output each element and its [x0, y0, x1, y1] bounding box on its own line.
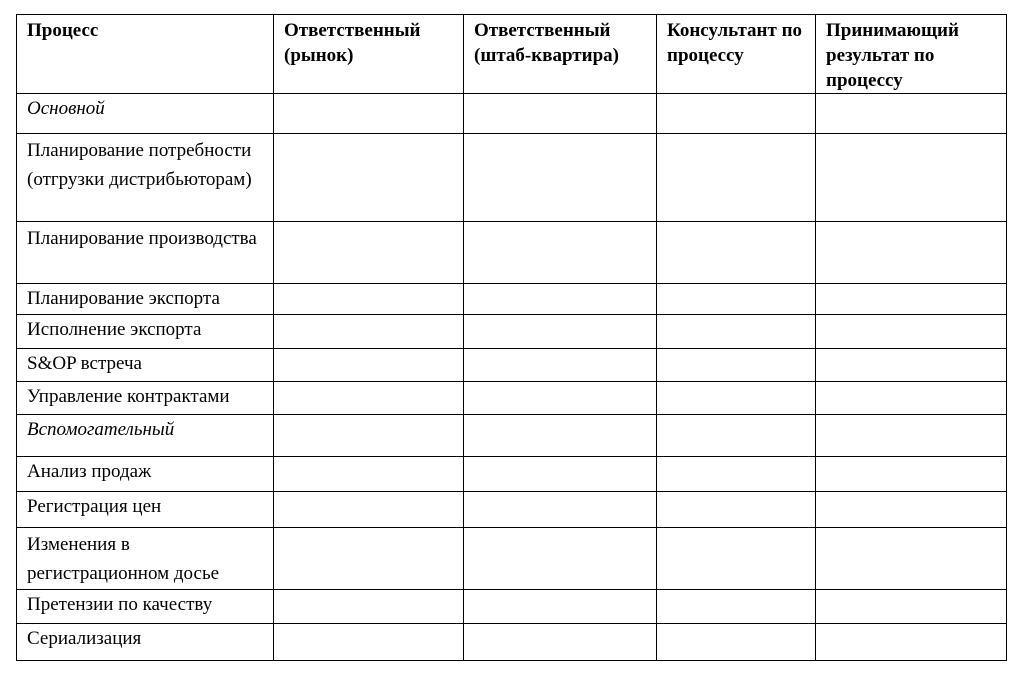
- process-name: Управление контрактами: [17, 382, 274, 415]
- empty-cell: [274, 415, 464, 457]
- process-name: Претензии по качеству: [17, 590, 274, 624]
- empty-cell: [657, 415, 816, 457]
- empty-cell: [464, 590, 657, 624]
- table-row: [17, 492, 1007, 528]
- process-name: Изменения в регистрационном досье: [17, 528, 274, 590]
- table-row: [17, 624, 1007, 661]
- section-label: Основной: [17, 94, 274, 134]
- empty-cell: [657, 284, 816, 315]
- process-name: Планирование производства: [17, 222, 274, 284]
- empty-cell: [816, 94, 1007, 134]
- table-row: [17, 134, 1007, 222]
- table-row: [17, 94, 1007, 134]
- table-row: [17, 284, 1007, 315]
- empty-cell: [657, 315, 816, 349]
- empty-cell: [274, 315, 464, 349]
- empty-cell: [464, 624, 657, 661]
- header-consultant: Консультант по процессу: [657, 15, 816, 94]
- empty-cell: [816, 284, 1007, 315]
- empty-cell: [816, 349, 1007, 382]
- empty-cell: [816, 134, 1007, 222]
- process-name: Анализ продаж: [17, 457, 274, 492]
- raci-table: [16, 14, 1007, 661]
- table-row: [17, 590, 1007, 624]
- empty-cell: [816, 457, 1007, 492]
- header-responsible-market: Ответственный (рынок): [274, 15, 464, 94]
- process-name: Сериализация: [17, 624, 274, 661]
- empty-cell: [464, 284, 657, 315]
- empty-cell: [464, 315, 657, 349]
- empty-cell: [816, 315, 1007, 349]
- empty-cell: [657, 222, 816, 284]
- empty-cell: [816, 590, 1007, 624]
- empty-cell: [274, 528, 464, 590]
- empty-cell: [464, 528, 657, 590]
- header-responsible-hq: Ответственный (штаб-квартира): [464, 15, 657, 94]
- empty-cell: [657, 590, 816, 624]
- empty-cell: [657, 382, 816, 415]
- section-label: Вспомогательный: [17, 415, 274, 457]
- empty-cell: [657, 528, 816, 590]
- table-row: [17, 415, 1007, 457]
- empty-cell: [274, 624, 464, 661]
- empty-cell: [464, 382, 657, 415]
- empty-cell: [274, 349, 464, 382]
- header-process: Процесс: [17, 15, 274, 94]
- header-accepting: Принимающий результат по процессу: [816, 15, 1007, 94]
- process-name: Планирование потребности (отгрузки дистрибьюторам): [17, 134, 274, 222]
- empty-cell: [464, 94, 657, 134]
- empty-cell: [274, 284, 464, 315]
- header-row: [17, 15, 1007, 94]
- table-row: [17, 349, 1007, 382]
- empty-cell: [274, 94, 464, 134]
- empty-cell: [274, 134, 464, 222]
- empty-cell: [464, 457, 657, 492]
- empty-cell: [657, 624, 816, 661]
- empty-cell: [464, 492, 657, 528]
- empty-cell: [274, 382, 464, 415]
- empty-cell: [274, 590, 464, 624]
- empty-cell: [816, 415, 1007, 457]
- empty-cell: [816, 624, 1007, 661]
- table-row: [17, 457, 1007, 492]
- empty-cell: [464, 349, 657, 382]
- empty-cell: [816, 528, 1007, 590]
- process-name: S&OP встреча: [17, 349, 274, 382]
- empty-cell: [657, 94, 816, 134]
- empty-cell: [816, 382, 1007, 415]
- empty-cell: [274, 222, 464, 284]
- table-row: [17, 382, 1007, 415]
- empty-cell: [274, 492, 464, 528]
- empty-cell: [464, 222, 657, 284]
- process-name: Регистрация цен: [17, 492, 274, 528]
- process-name: Планирование экспорта: [17, 284, 274, 315]
- empty-cell: [464, 415, 657, 457]
- empty-cell: [274, 457, 464, 492]
- process-name: Исполнение экспорта: [17, 315, 274, 349]
- empty-cell: [657, 349, 816, 382]
- empty-cell: [657, 134, 816, 222]
- table-row: [17, 315, 1007, 349]
- table-row: [17, 222, 1007, 284]
- empty-cell: [464, 134, 657, 222]
- table-row: [17, 528, 1007, 590]
- empty-cell: [657, 492, 816, 528]
- empty-cell: [816, 222, 1007, 284]
- empty-cell: [657, 457, 816, 492]
- empty-cell: [816, 492, 1007, 528]
